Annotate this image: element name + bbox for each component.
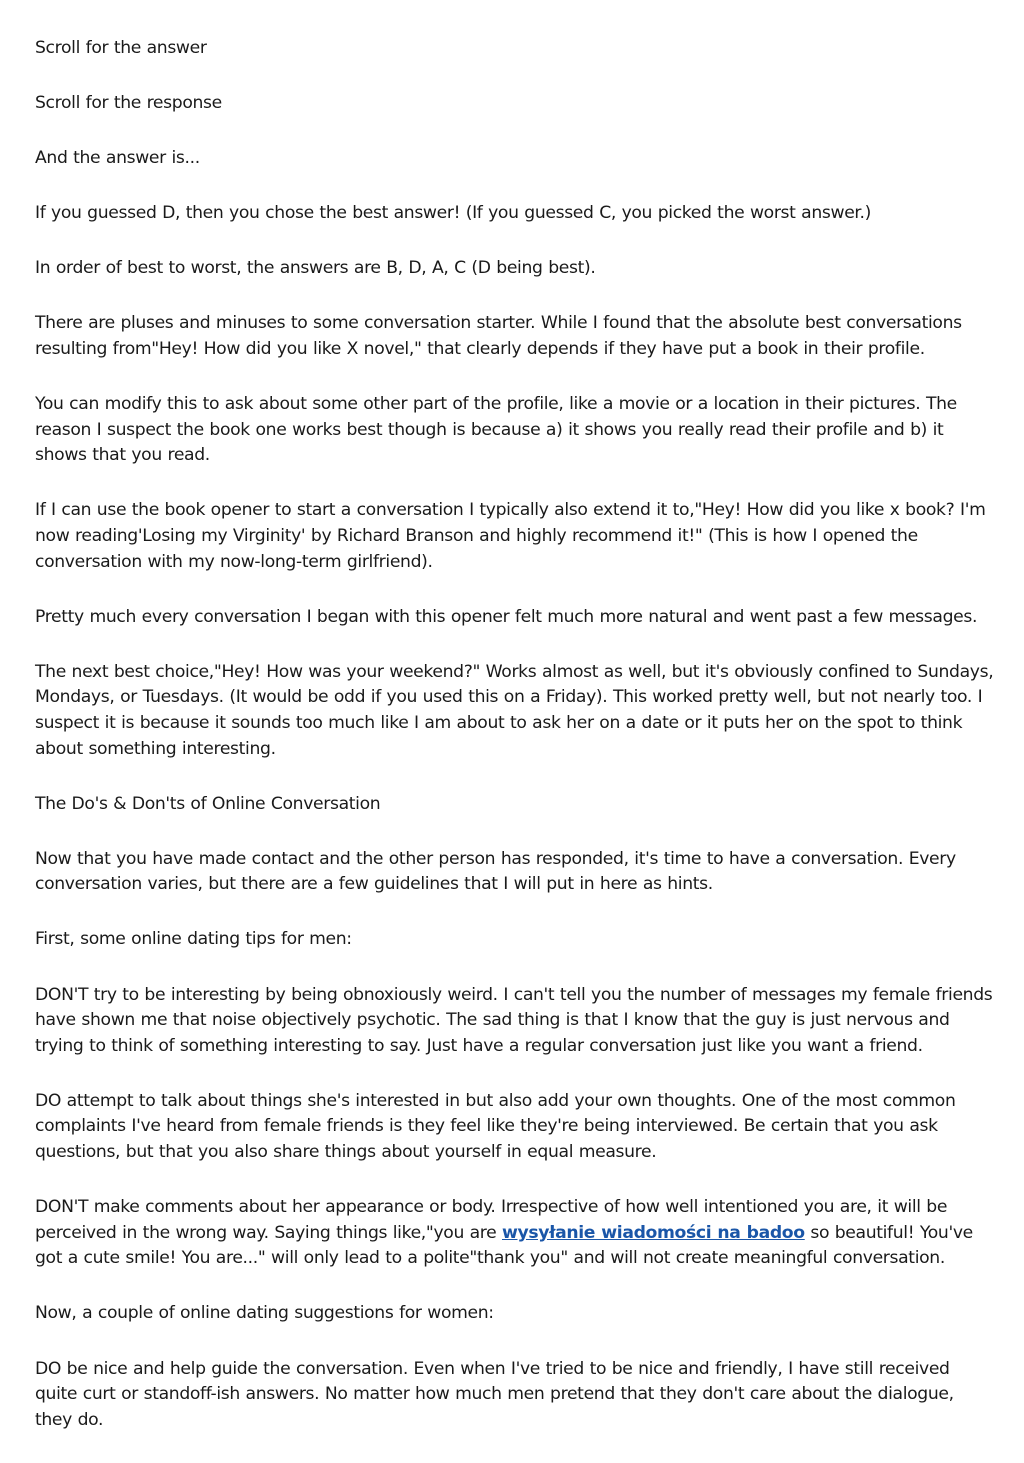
section-heading-dos-donts: The Do's & Don'ts of Online Conversation — [35, 793, 381, 814]
appearance-text-after-link: so beautiful! You've got a cute smile! You are..." will only lead to a polite"thank you" and will not create meaningful conversation. — [35, 1222, 973, 1269]
paragraph-dont-be-weird: DON'T try to be interesting by being obnoxiously weird. I can't tell you the number of messages my female friends have shown me that noise objectively psychotic. The sad thing is that I know that the guy is just nervous and trying to think of something interesting to say. Just have a regular conversation just like you want a friend. — [35, 984, 993, 1056]
paragraph-made-contact: Now that you have made contact and the other person has responded, it's time to have a conversation. Every conversation varies, but there are a few guidelines that I will put in here as hints. — [35, 848, 956, 895]
paragraph-scroll-response: Scroll for the response — [35, 93, 222, 114]
paragraph-scroll-answer: Scroll for the answer — [35, 38, 207, 58]
paragraph-do-talk-interests: DO attempt to talk about things she's interested in but also add your own thoughts. One of the most common complaints I've heard from female friends is they feel like they're being interviewed. Be certain that you ask questions, but that you also share things about yourself in equal measure. — [35, 1090, 956, 1163]
paragraph-modify-profile: You can modify this to ask about some other part of the profile, like a movie or a location in their pictures. The reason I suspect the book one works best though is because a) it shows you really read their profile and b) it shows that you read. — [35, 394, 957, 466]
paragraph-natural-conversation: Pretty much every conversation I began with this opener felt much more natural and went past a few messages. — [35, 606, 978, 627]
paragraph-answer-is: And the answer is... — [35, 148, 200, 169]
paragraph-guessed-d: If you guessed D, then you chose the best answer! (If you guessed C, you picked the worst answer.) — [35, 203, 872, 224]
badoo-link[interactable]: wysyłanie wiadomości na badoo — [501, 1222, 805, 1243]
paragraph-next-best-choice: The next best choice,"Hey! How was your weekend?" Works almost as well, but it's obviously confined to Sundays, Mondays, or Tuesdays. (It would be odd if you used this on a Friday). This worked pretty well, but not nearly too. I suspect it is because it sounds too much like I am about to ask her on a date or it puts her on the spot to think about something interesting. — [35, 661, 994, 759]
appearance-text-before-link: DON'T make comments about her appearance or body. Irrespective of how well intentioned you are, it will be perceived in the wrong way. Saying things like,"you are — [35, 1197, 948, 1243]
paragraph-dont-comment-appearance — [35, 1195, 995, 1272]
paragraph-do-be-nice: DO be nice and help guide the conversation. Even when I've tried to be nice and friendly, I have still received quite curt or standoff-ish answers. No matter how much men pretend that they don't care about the dialogue, they do. — [35, 1358, 954, 1430]
paragraph-book-opener: If I can use the book opener to start a conversation I typically also extend it to,"Hey! How did you like x book? I'm now reading'Losing my Virginity' by Richard Branson and highly recommend it!" (This is how I opened the conversation with my now-long-term girlfriend). — [35, 500, 986, 572]
paragraph-pluses-minuses: There are pluses and minuses to some conversation starter. While I found that the absolute best conversations resulting from"Hey! How did you like X novel," that clearly depends if they have put a book in their profile. — [35, 313, 962, 360]
paragraph-tips-for-women: Now, a couple of online dating suggestions for women: — [35, 1303, 494, 1324]
document-body — [35, 36, 995, 1463]
paragraph-order-best-worst: In order of best to worst, the answers are B, D, A, C (D being best). — [35, 258, 596, 279]
paragraph-tips-for-men: First, some online dating tips for men: — [35, 929, 352, 950]
